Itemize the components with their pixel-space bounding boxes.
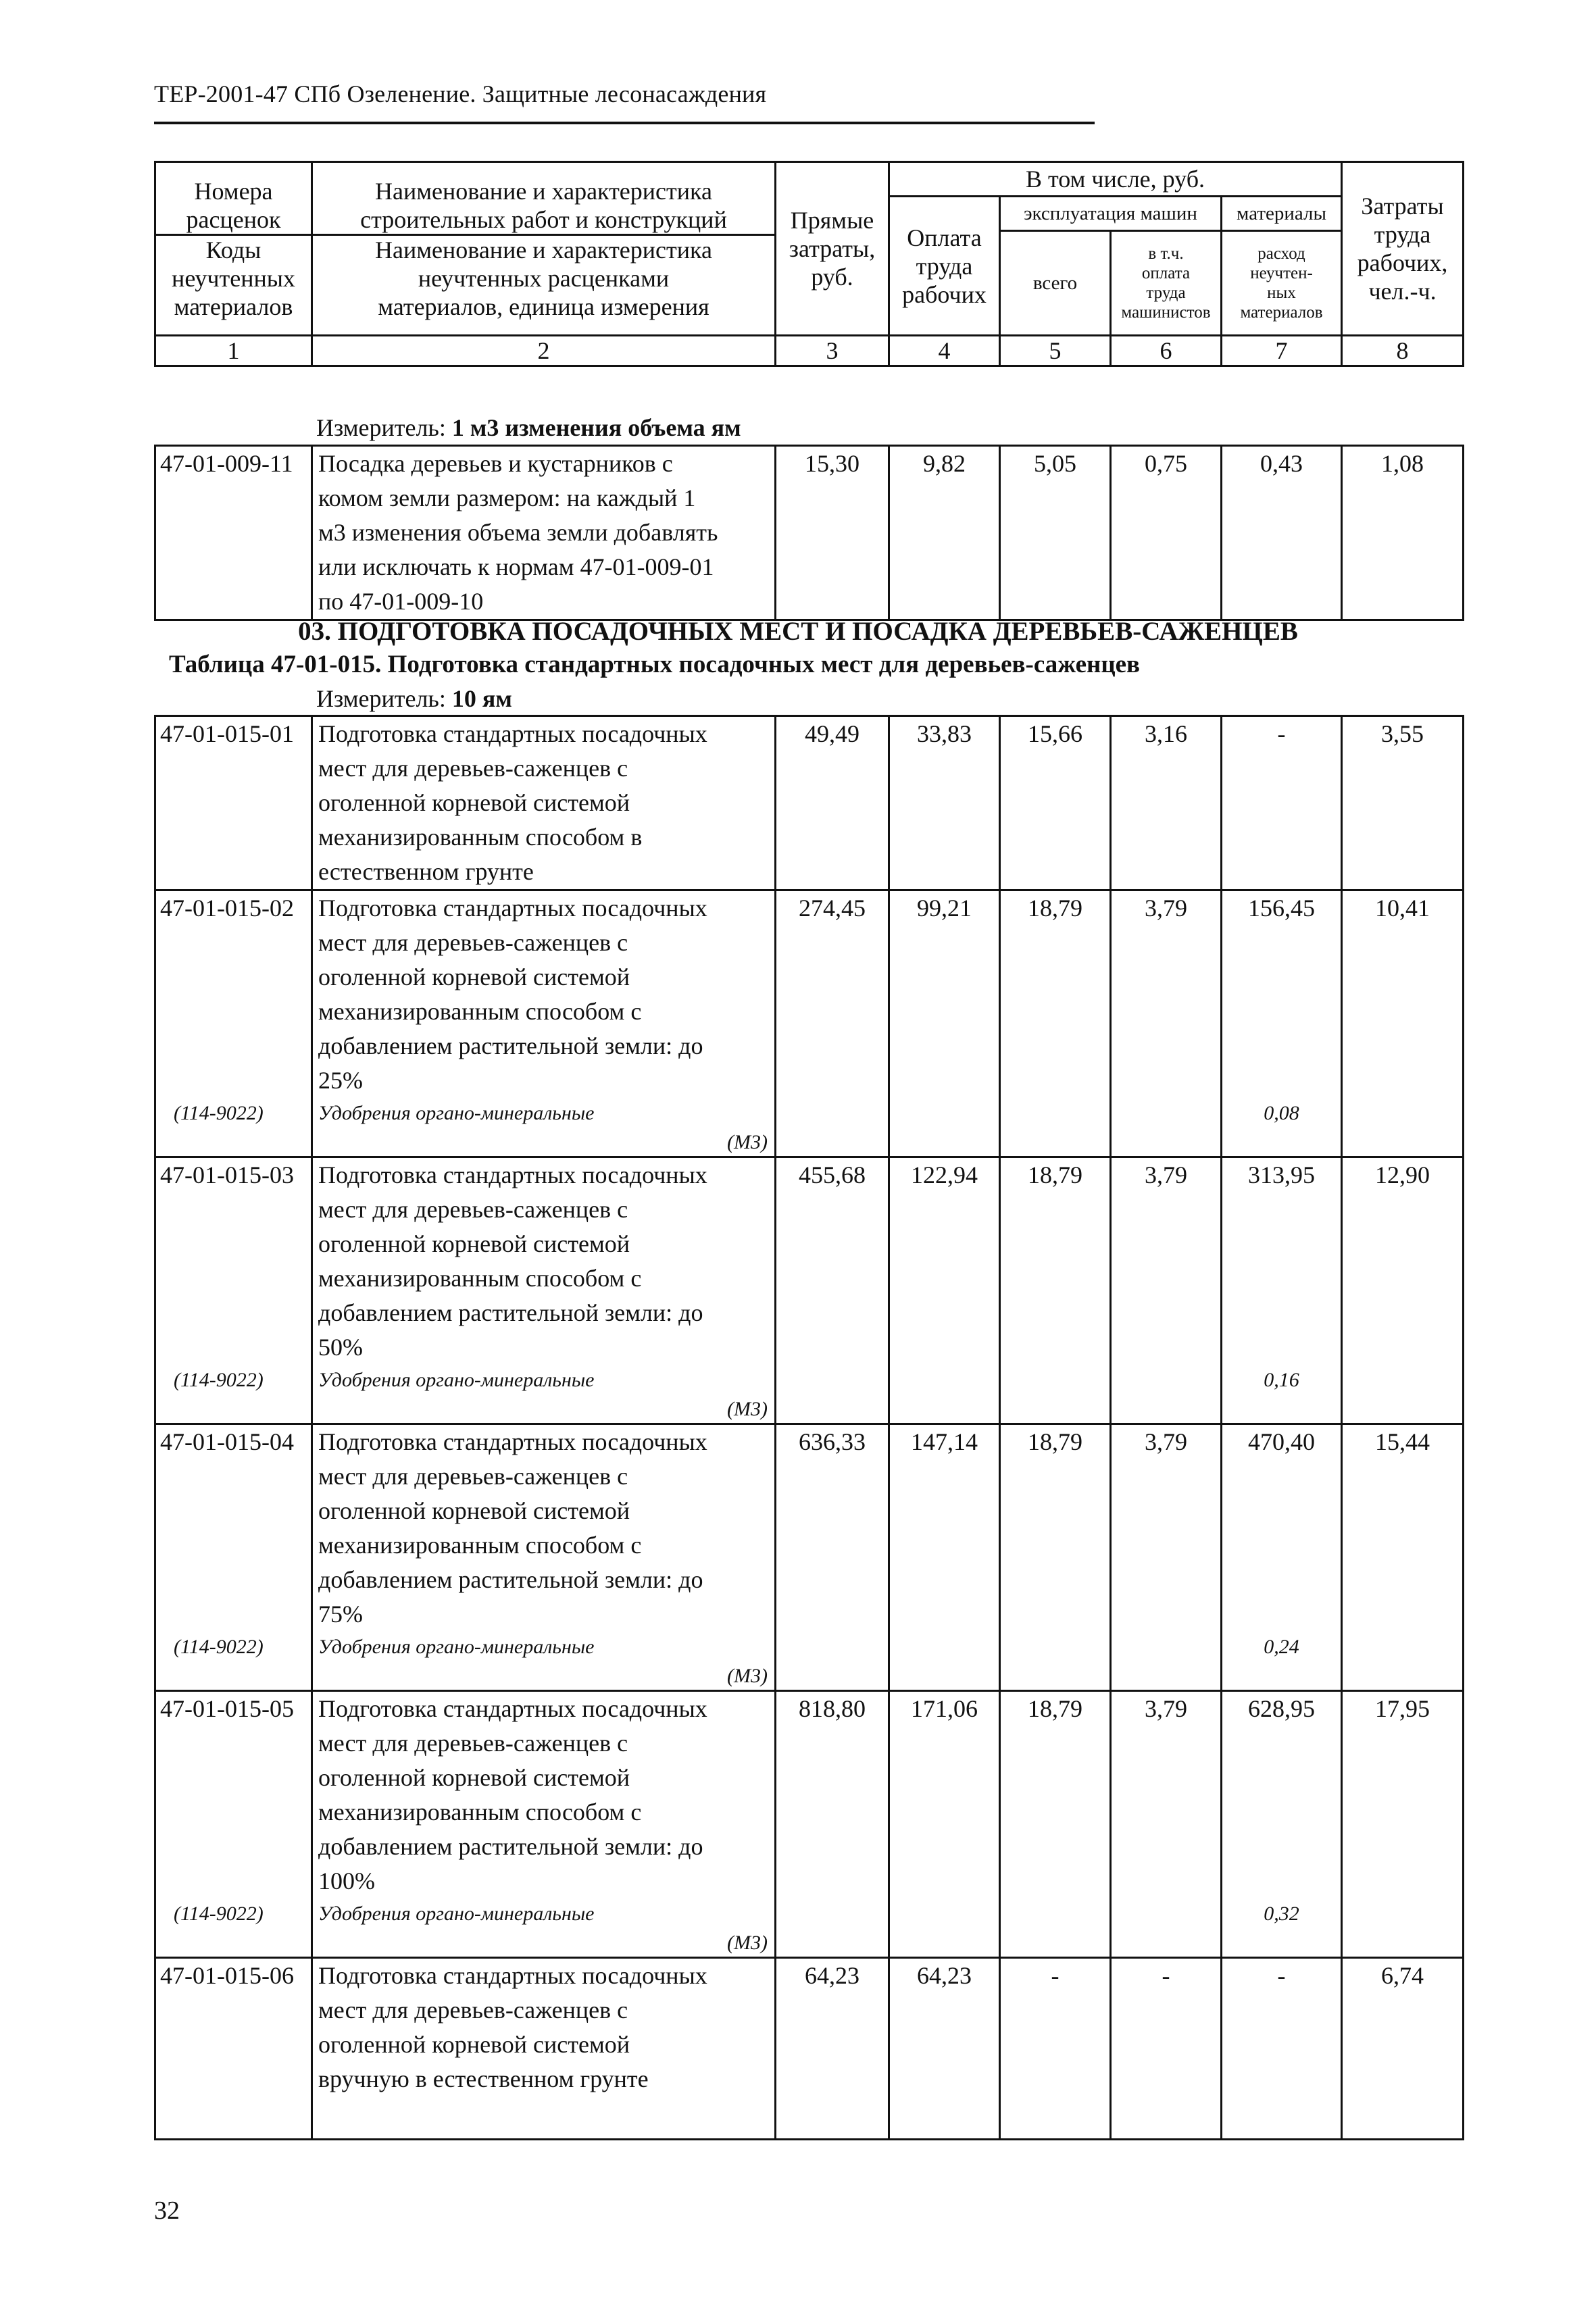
column-header-table: [154, 161, 1464, 367]
desc-line: мест для деревьев-саженцев с: [318, 755, 628, 782]
machinist-pay: 3,16: [1111, 716, 1222, 890]
col8-line: рабочих,: [1357, 249, 1448, 276]
desc-line: вручную в естественном грунте: [318, 2065, 649, 2092]
direct-cost: 274,45: [776, 890, 889, 1099]
measure-label: Измеритель:: [316, 414, 446, 441]
col1-top-line: расценок: [186, 205, 281, 233]
rate-code: 47-01-015-05: [155, 1691, 312, 1899]
desc-line: мест для деревьев-саженцев с: [318, 929, 628, 956]
col8-header: [1342, 162, 1464, 336]
table-015: [154, 715, 1464, 2140]
col3-line: руб.: [811, 263, 853, 291]
machinist-pay: 3,79: [1111, 1157, 1222, 1365]
labor-hours: 15,44: [1342, 1424, 1464, 1632]
machines-total: 18,79: [1000, 1157, 1111, 1365]
col-number: 4: [889, 336, 1000, 366]
machines-total: 18,79: [1000, 1424, 1111, 1632]
labor-hours: 3,55: [1342, 716, 1464, 890]
col7-line: материалов: [1240, 303, 1323, 322]
page-number: 32: [154, 2196, 180, 2225]
desc-line: механизированным способом с: [318, 1532, 642, 1559]
desc-line: 75%: [318, 1601, 363, 1628]
desc-line: добавлением растительной земли: до: [318, 1299, 703, 1326]
desc-line: оголенной корневой системой: [318, 2031, 630, 2058]
col6-line: труда: [1146, 284, 1186, 302]
desc-line: оголенной корневой системой: [318, 1230, 630, 1257]
desc-line: добавлением растительной земли: до: [318, 1833, 703, 1860]
desc-line: Подготовка стандартных посадочных: [318, 895, 707, 922]
direct-cost: 64,23: [776, 1958, 889, 2140]
material-unit-row: [155, 1663, 1464, 1691]
material-code: (114-9022): [155, 1898, 312, 1930]
desc-line: по 47-01-009-10: [318, 588, 484, 615]
desc-line: добавлением растительной земли: до: [318, 1032, 703, 1059]
direct-cost: 455,68: [776, 1157, 889, 1365]
col-number: 5: [1000, 336, 1111, 366]
material-row: [155, 1898, 1464, 1930]
desc-line: механизированным способом с: [318, 1265, 642, 1292]
page-header-title: ТЕР-2001-47 СПб Озеленение. Защитные лесонасаждения: [154, 80, 767, 107]
measure-value: 1 м3 изменения объема ям: [451, 414, 741, 441]
machines-total: 5,05: [1000, 446, 1111, 620]
measure-label-2: [316, 684, 512, 713]
table-caption: Подготовка стандартных посадочных мест для деревьев-саженцев: [387, 651, 1141, 678]
desc-line: естественном грунте: [318, 858, 534, 885]
col6-header: [1111, 231, 1222, 336]
desc-line: м3 изменения объема земли добавлять: [318, 519, 718, 546]
desc-line: Подготовка стандартных посадочных: [318, 1962, 707, 1989]
col1-bottom-line: Коды: [205, 236, 261, 263]
desc-line: мест для деревьев-саженцев с: [318, 1996, 628, 2023]
labor-pay: 9,82: [889, 446, 1000, 620]
section-title: 03. ПОДГОТОВКА ПОСАДОЧНЫХ МЕСТ И ПОСАДКА ДЕРЕВЬЕВ-САЖЕНЦЕВ: [298, 617, 1298, 646]
machines-total: 18,79: [1000, 890, 1111, 1099]
desc-line: мест для деревьев-саженцев с: [318, 1196, 628, 1223]
labor-hours: 12,90: [1342, 1157, 1464, 1365]
desc-line: комом земли размером: на каждый 1: [318, 484, 696, 511]
material-row: [155, 1632, 1464, 1663]
materials-cost: 628,95: [1222, 1691, 1342, 1899]
material-row: [155, 1365, 1464, 1396]
col7-line: ных: [1267, 284, 1296, 302]
desc-line: оголенной корневой системой: [318, 1497, 630, 1524]
material-unit-row: [155, 1930, 1464, 1958]
col1-bottom-line: материалов: [174, 293, 293, 320]
labor-pay: 147,14: [889, 1424, 1000, 1632]
machines-total: -: [1000, 1958, 1111, 2140]
col8-line: Затраты: [1361, 193, 1444, 220]
col4-line: рабочих: [902, 280, 987, 308]
rate-code: 47-01-015-03: [155, 1157, 312, 1365]
machinist-pay: 3,79: [1111, 890, 1222, 1099]
machinist-pay: 3,79: [1111, 1691, 1222, 1899]
material-unit-row: [155, 1129, 1464, 1157]
desc-line: или исключать к нормам 47-01-009-01: [318, 553, 714, 580]
col3-line: затраты,: [789, 235, 876, 262]
table-row: [155, 1691, 1464, 1899]
col-number: 2: [312, 336, 776, 366]
direct-cost: 818,80: [776, 1691, 889, 1899]
table-row: [155, 1424, 1464, 1632]
col2-bottom-line: Наименование и характеристика: [375, 236, 712, 263]
material-unit: (М3): [312, 1129, 776, 1157]
col4-line: труда: [916, 252, 973, 280]
rate-code: 47-01-015-01: [155, 716, 312, 890]
table-009: [154, 445, 1464, 621]
col5-header: всего: [1000, 231, 1111, 336]
rate-description: [312, 446, 776, 620]
labor-pay: 171,06: [889, 1691, 1000, 1899]
col4-line: Оплата: [907, 224, 982, 251]
material-code: (114-9022): [155, 1098, 312, 1129]
col3-line: Прямые: [790, 207, 874, 234]
labor-pay: 99,21: [889, 890, 1000, 1099]
material-name: Удобрения органо-минеральные: [312, 1898, 776, 1930]
machinist-pay: 0,75: [1111, 446, 1222, 620]
col-number: 8: [1342, 336, 1464, 366]
table-title: [169, 650, 1140, 679]
materials-cost: 0,43: [1222, 446, 1342, 620]
measure-value: 10 ям: [451, 685, 512, 712]
rate-description: [312, 890, 776, 1099]
machines-total: 18,79: [1000, 1691, 1111, 1899]
col1-header: [155, 162, 312, 336]
materials-cost: 156,45: [1222, 890, 1342, 1099]
desc-line: 100%: [318, 1867, 375, 1894]
desc-line: 25%: [318, 1067, 363, 1094]
machinist-pay: -: [1111, 1958, 1222, 2140]
col3-header: [776, 162, 889, 336]
materials-cost: -: [1222, 1958, 1342, 2140]
rate-description: [312, 1157, 776, 1365]
machines-header: эксплуатация машин: [1000, 197, 1222, 231]
material-name: Удобрения органо-минеральные: [312, 1098, 776, 1129]
material-name: Удобрения органо-минеральные: [312, 1632, 776, 1663]
rate-description: [312, 1691, 776, 1899]
col1-top-line: Номера: [194, 177, 273, 205]
col-number: 1: [155, 336, 312, 366]
desc-line: механизированным способом в: [318, 824, 643, 851]
table-row: [155, 1958, 1464, 2140]
rate-code: 47-01-015-02: [155, 890, 312, 1099]
desc-line: добавлением растительной земли: до: [318, 1566, 703, 1593]
material-row: [155, 1098, 1464, 1129]
rate-code: 47-01-015-06: [155, 1958, 312, 2140]
material-qty: 0,16: [1222, 1365, 1342, 1396]
measure-label: Измеритель:: [316, 685, 446, 712]
labor-hours: 1,08: [1342, 446, 1464, 620]
col6-line: в т.ч.: [1148, 245, 1184, 263]
col2-bottom-line: неучтенных расценками: [418, 264, 670, 292]
material-qty: 0,08: [1222, 1098, 1342, 1129]
desc-line: Посадка деревьев и кустарников с: [318, 450, 673, 477]
col6-line: машинистов: [1121, 303, 1211, 322]
desc-line: Подготовка стандартных посадочных: [318, 1695, 707, 1722]
desc-line: механизированным способом с: [318, 998, 642, 1025]
table-number: Таблица 47-01-015.: [169, 651, 382, 678]
measure-label-1: [316, 413, 741, 442]
material-unit: (М3): [312, 1396, 776, 1424]
col1-bottom: [156, 236, 311, 321]
col2-bottom-line: материалов, единица измерения: [378, 293, 709, 320]
col1-top: [156, 177, 311, 234]
material-code: (114-9022): [155, 1365, 312, 1396]
col-number: 7: [1222, 336, 1342, 366]
col8-line: труда: [1374, 221, 1431, 248]
col6-line: оплата: [1141, 264, 1191, 282]
col-number: 3: [776, 336, 889, 366]
table-row: [155, 716, 1464, 890]
material-qty: 0,32: [1222, 1898, 1342, 1930]
rate-code: 47-01-015-04: [155, 1424, 312, 1632]
desc-line: Подготовка стандартных посадочных: [318, 720, 707, 747]
col4-header: [889, 197, 1000, 336]
materials-header: материалы: [1222, 197, 1342, 231]
material-unit: (М3): [312, 1663, 776, 1691]
col7-header: [1222, 231, 1342, 336]
rate-description: [312, 1958, 776, 2140]
labor-pay: 64,23: [889, 1958, 1000, 2140]
material-qty: 0,24: [1222, 1632, 1342, 1663]
material-unit-row: [155, 1396, 1464, 1424]
labor-hours: 17,95: [1342, 1691, 1464, 1899]
table-row: [155, 446, 1464, 620]
col7-line: неучтен-: [1250, 264, 1313, 282]
machinist-pay: 3,79: [1111, 1424, 1222, 1632]
desc-line: мест для деревьев-саженцев с: [318, 1730, 628, 1757]
desc-line: механизированным способом с: [318, 1799, 642, 1826]
col2-header: [312, 162, 776, 336]
desc-line: оголенной корневой системой: [318, 789, 630, 816]
materials-cost: 313,95: [1222, 1157, 1342, 1365]
labor-hours: 10,41: [1342, 890, 1464, 1099]
rate-code: 47-01-009-11: [155, 446, 312, 620]
col2-top-line: Наименование и характеристика: [375, 177, 712, 205]
desc-line: оголенной корневой системой: [318, 1764, 630, 1791]
direct-cost: 15,30: [776, 446, 889, 620]
rate-description: [312, 716, 776, 890]
desc-line: Подготовка стандартных посадочных: [318, 1161, 707, 1188]
material-code: (114-9022): [155, 1632, 312, 1663]
included-header: В том числе, руб.: [889, 162, 1342, 197]
materials-cost: 470,40: [1222, 1424, 1342, 1632]
material-name: Удобрения органо-минеральные: [312, 1365, 776, 1396]
col-number: 6: [1111, 336, 1222, 366]
labor-pay: 122,94: [889, 1157, 1000, 1365]
col2-top-line: строительных работ и конструкций: [360, 205, 727, 233]
desc-line: мест для деревьев-саженцев с: [318, 1463, 628, 1490]
labor-pay: 33,83: [889, 716, 1000, 890]
desc-line: Подготовка стандартных посадочных: [318, 1428, 707, 1455]
col8-line: чел.-ч.: [1368, 278, 1437, 305]
col1-bottom-line: неучтенных: [172, 264, 295, 292]
direct-cost: 636,33: [776, 1424, 889, 1632]
rate-description: [312, 1424, 776, 1632]
material-unit: (М3): [312, 1930, 776, 1958]
direct-cost: 49,49: [776, 716, 889, 890]
table-row: [155, 1157, 1464, 1365]
header-rule: [154, 122, 1095, 124]
col7-line: расход: [1257, 245, 1305, 263]
labor-hours: 6,74: [1342, 1958, 1464, 2140]
desc-line: 50%: [318, 1334, 363, 1361]
materials-cost: -: [1222, 716, 1342, 890]
machines-total: 15,66: [1000, 716, 1111, 890]
table-row: [155, 890, 1464, 1099]
desc-line: оголенной корневой системой: [318, 963, 630, 990]
